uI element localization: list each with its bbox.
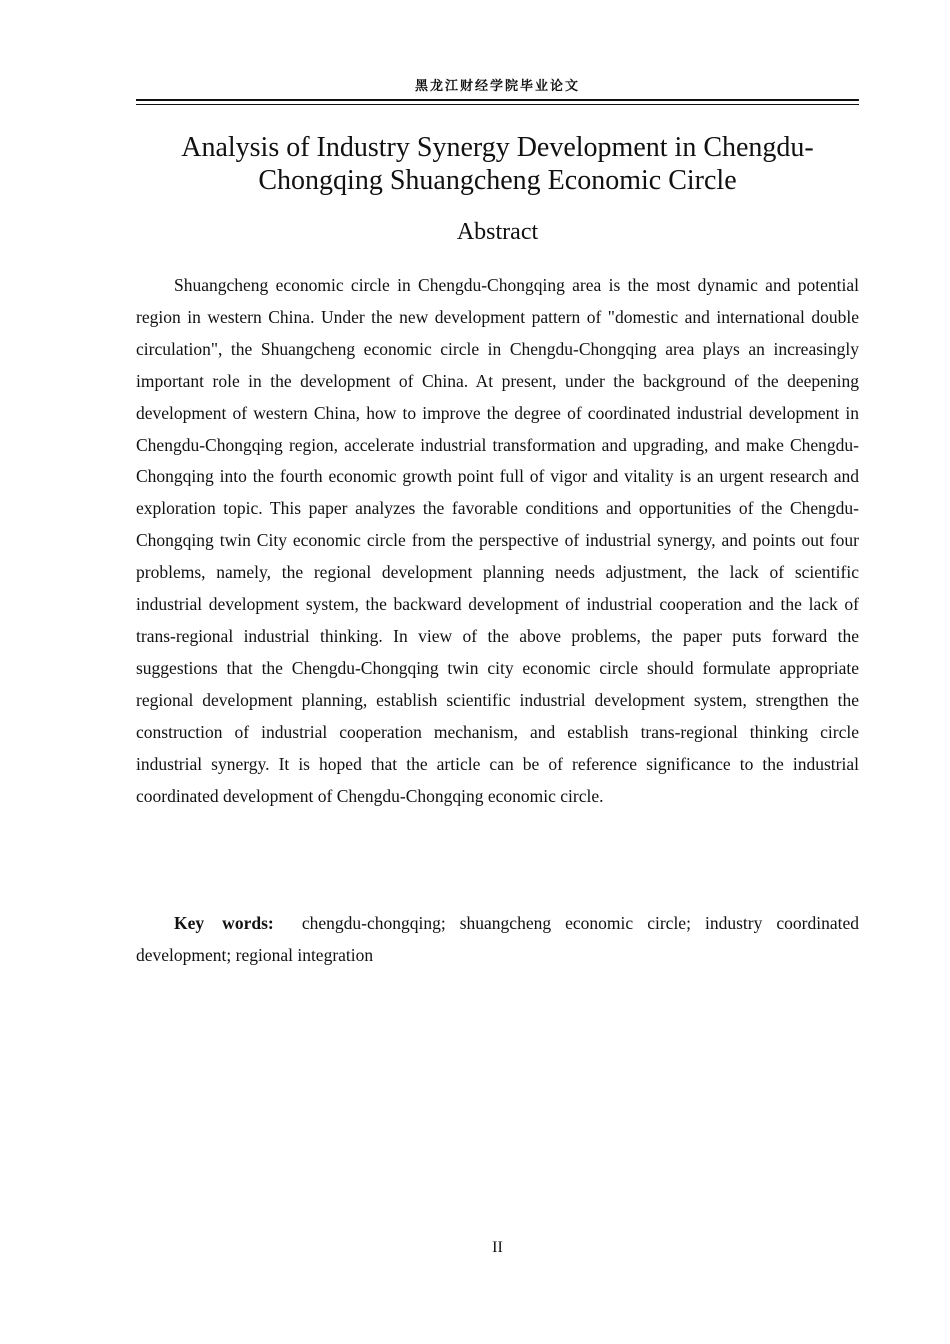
- keywords-text: chengdu-chongqing; shuangcheng economic circle; industry coordinated development; regional integration: [136, 913, 860, 965]
- abstract-body: Shuangcheng economic circle in Chengdu-Chongqing area is the most dynamic and potential region in western China. Under the new development pattern of "domestic and international double circulation", the Shuangcheng economic circle in Chengdu-Chongqing area plays an increasingly important role in the development of China. At present, under the background of the deepening development of western China, how to improve the degree of coordinated industrial development in Chengdu-Chongqing region, accelerate industrial transformation and upgrading, and make Chengdu-Chongqing into the fourth economic growth point full of vigor and vitality is an urgent research and exploration topic. This paper analyzes the favorable conditions and opportunities of the Chengdu-Chongqing twin City economic circle from the perspective of industrial synergy, and points out four problems, namely, the regional development planning needs adjustment, the lack of scientific industrial development system, the backward development of industrial cooperation and the lack of trans-regional industrial thinking. In view of the above problems, the paper puts forward the suggestions that the Chengdu-Chongqing twin city economic circle should formulate appropriate regional development planning, establish scientific industrial development system, strengthen the construction of industrial cooperation mechanism, and establish trans-regional thinking circle industrial synergy. It is hoped that the article can be of reference significance to the industrial coordinated development of Chengdu-Chongqing economic circle.: [136, 275, 859, 806]
- header-rule-thin: [136, 104, 859, 105]
- page-number: II: [492, 1239, 503, 1256]
- header-rule-thick: [136, 99, 859, 101]
- paper-title-line-1: Analysis of Industry Synergy Development in Chengdu-: [181, 132, 814, 163]
- abstract-heading: Abstract: [456, 219, 539, 245]
- keywords-paragraph: [136, 908, 859, 972]
- paper-title: [136, 131, 859, 197]
- running-header: 黑龙江财经学院毕业论文: [414, 79, 580, 94]
- paper-title-line-2: Chongqing Shuangcheng Economic Circle: [258, 165, 737, 196]
- keywords-label: Key words:: [174, 913, 274, 933]
